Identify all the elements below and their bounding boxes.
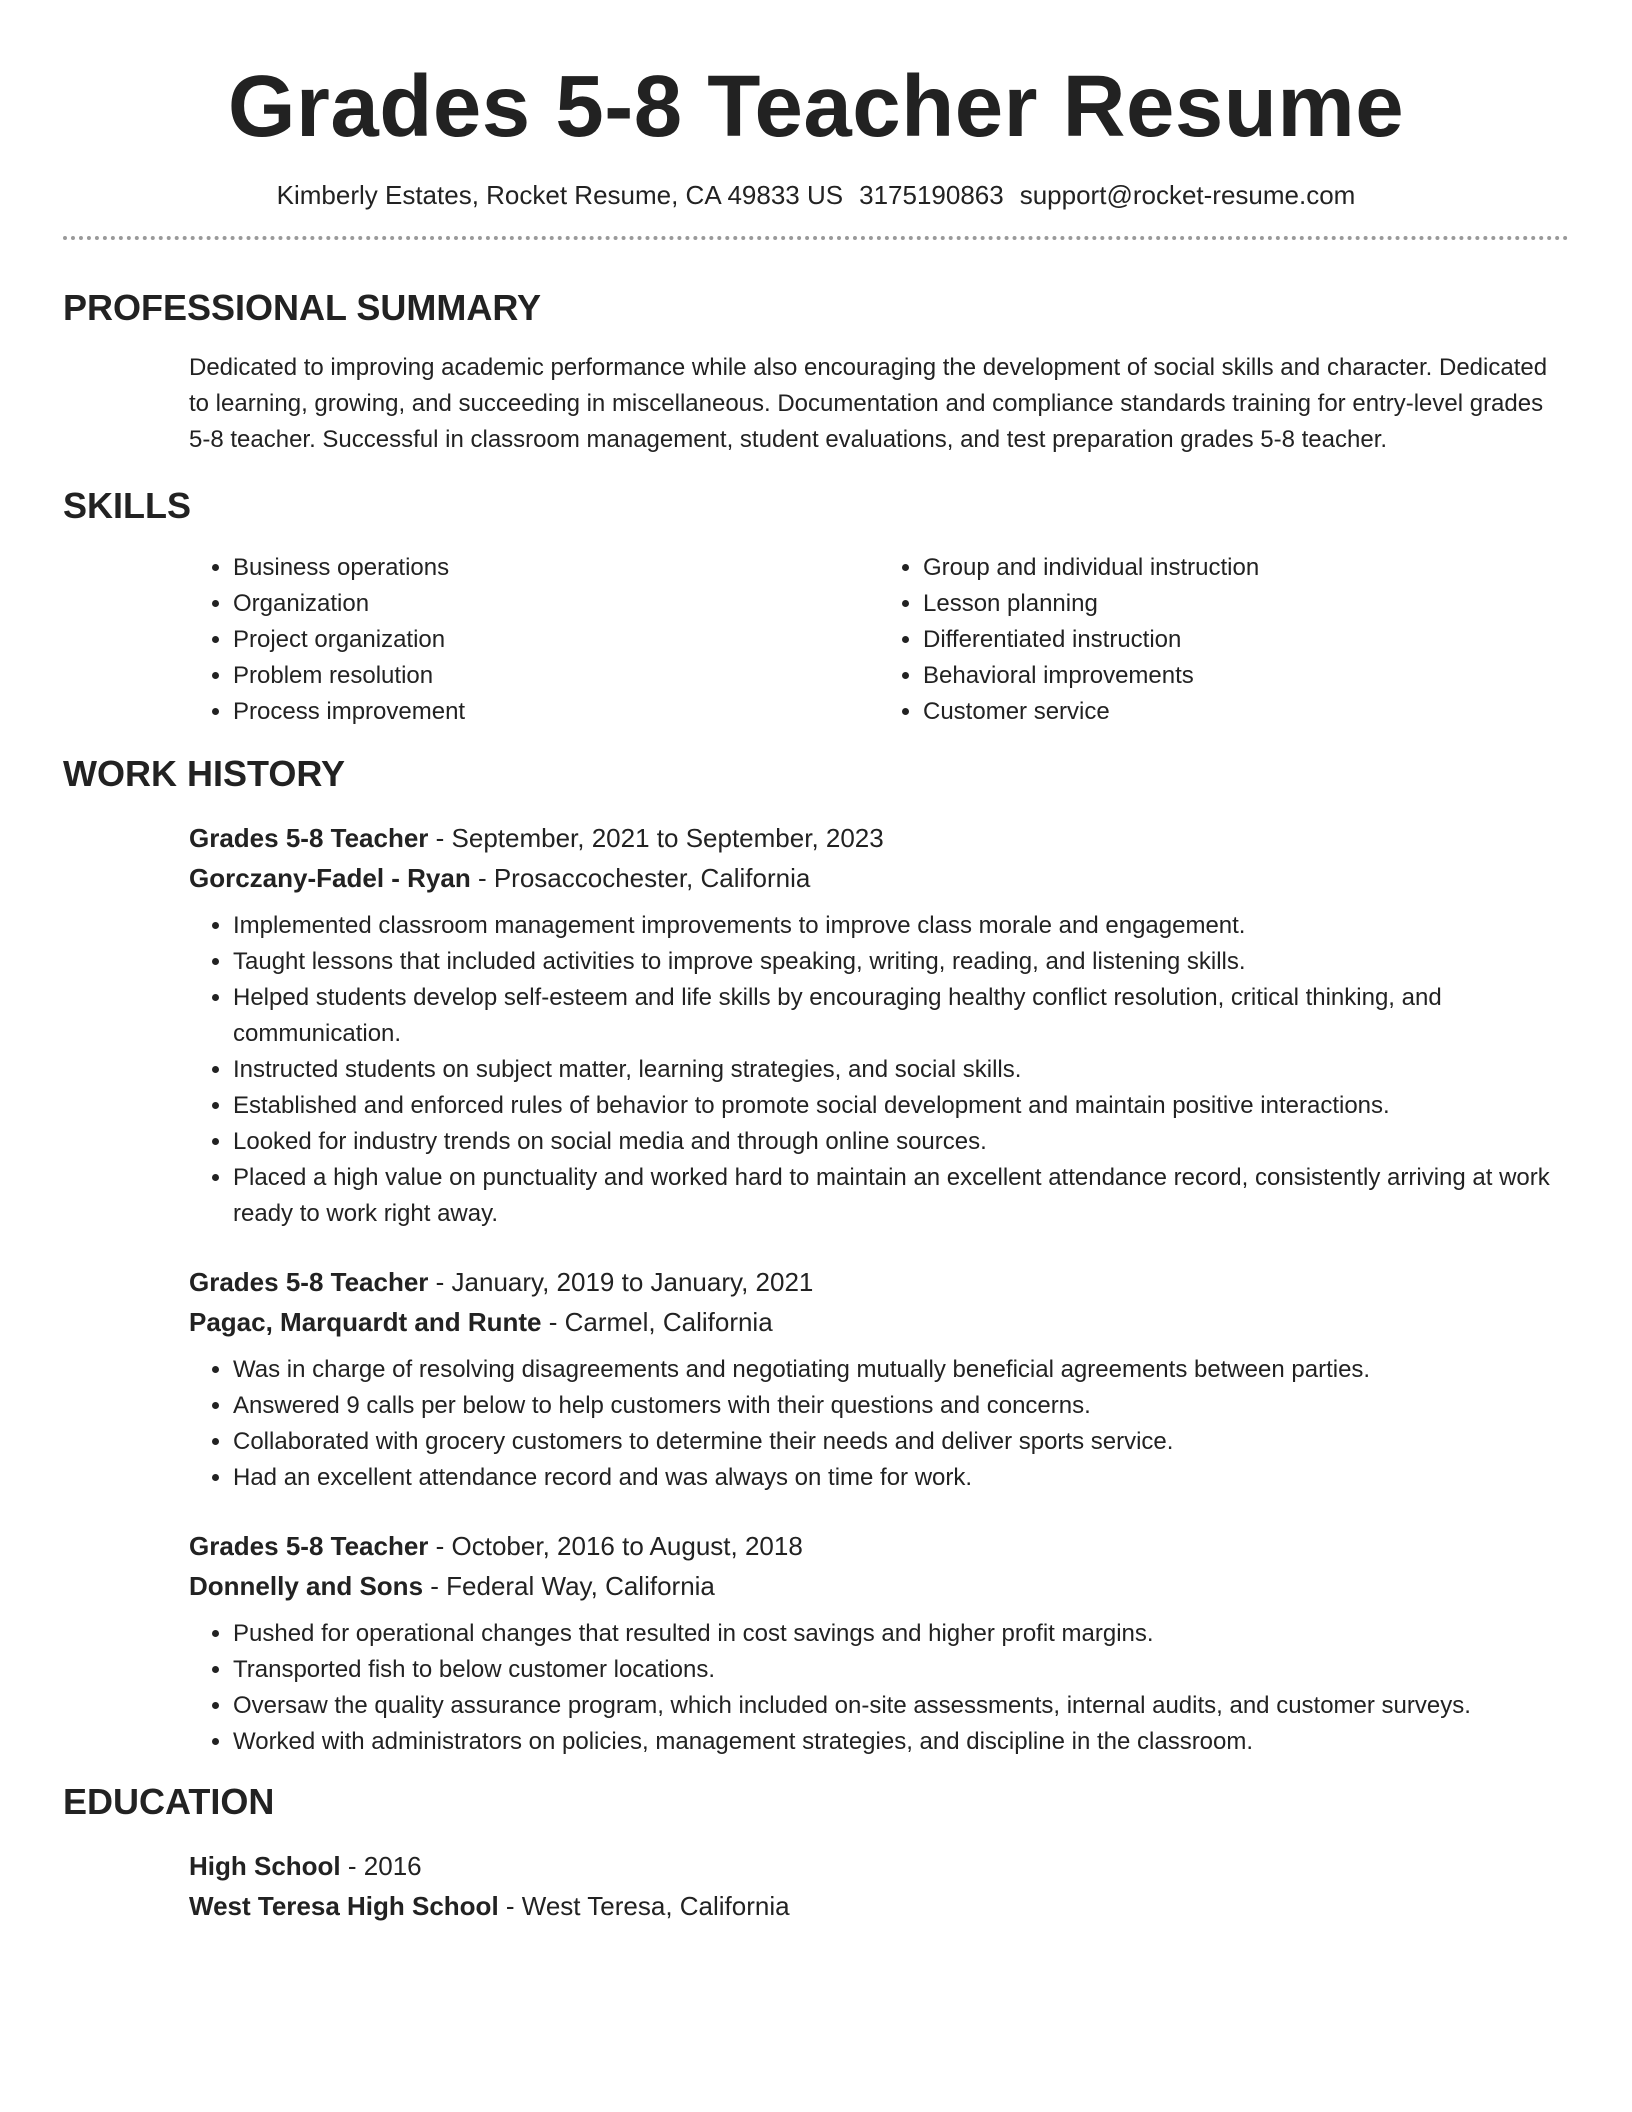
job-title-line <box>189 1526 1569 1566</box>
job-location: - Carmel, California <box>541 1307 773 1337</box>
job-bullet: • Transported fish to below customer locations. <box>233 1652 1569 1688</box>
skills-list <box>189 550 1569 730</box>
education-school: West Teresa High School <box>189 1891 499 1921</box>
summary-heading: PROFESSIONAL SUMMARY <box>63 287 542 328</box>
job-bullet: • Was in charge of resolving disagreements and negotiating mutually beneficial agreements between parties. <box>233 1352 1569 1388</box>
skill-item: • Differentiated instruction <box>923 622 1569 658</box>
job-title: Grades 5-8 Teacher <box>189 1531 429 1561</box>
job-bullet: • Taught lessons that included activities to improve speaking, writing, reading, and listening skills. <box>233 944 1569 980</box>
job-bullet: • Helped students develop self-esteem and life skills by encouraging healthy conflict resolution, critical thinking, and communication. <box>233 980 1569 1052</box>
resume-title: Grades 5-8 Teacher Resume <box>227 58 1405 155</box>
job-company-line <box>189 1302 1569 1342</box>
job-dates: - October, 2016 to August, 2018 <box>428 1531 803 1561</box>
job-bullet: • Answered 9 calls per below to help customers with their questions and concerns. <box>233 1388 1569 1424</box>
job-bullet: • Instructed students on subject matter, learning strategies, and social skills. <box>233 1052 1569 1088</box>
job-location: - Prosaccochester, California <box>470 863 811 893</box>
contact-phone: 3175190863 <box>859 180 1004 210</box>
job-bullet: • Collaborated with grocery customers to determine their needs and deliver sports service. <box>233 1424 1569 1460</box>
job-bullets <box>189 1352 1569 1496</box>
skill-item: • Customer service <box>923 694 1569 730</box>
job-title-line <box>189 1262 1569 1302</box>
job-entry <box>189 1262 1569 1496</box>
job-title-line <box>189 818 1569 858</box>
skill-item: • Problem resolution <box>233 658 879 694</box>
work-history-heading: WORK HISTORY <box>63 753 346 794</box>
education-location: - West Teresa, California <box>498 1891 790 1921</box>
job-entry <box>189 818 1569 1232</box>
contact-line <box>63 178 1569 212</box>
job-location: - Federal Way, California <box>423 1571 715 1601</box>
header-divider <box>63 236 1569 240</box>
job-bullet: • Looked for industry trends on social media and through online sources. <box>233 1124 1569 1160</box>
skill-item: • Lesson planning <box>923 586 1569 622</box>
education-heading: EDUCATION <box>63 1781 275 1822</box>
job-company: Donnelly and Sons <box>189 1571 424 1601</box>
skills-column-left <box>189 550 879 730</box>
skill-item: • Group and individual instruction <box>923 550 1569 586</box>
job-bullet: • Worked with administrators on policies, management strategies, and discipline in the classroom. <box>233 1724 1569 1760</box>
job-bullets <box>189 908 1569 1232</box>
job-company: Gorczany-Fadel - Ryan <box>189 863 471 893</box>
contact-address: Kimberly Estates, Rocket Resume, CA 49833 US <box>276 180 844 210</box>
skill-item: • Business operations <box>233 550 879 586</box>
job-company: Pagac, Marquardt and Runte <box>189 1307 542 1337</box>
job-company-line <box>189 858 1569 898</box>
skills-heading: SKILLS <box>63 485 192 526</box>
skill-item: • Organization <box>233 586 879 622</box>
job-bullet: • Oversaw the quality assurance program, which included on-site assessments, internal audits, and customer surveys. <box>233 1688 1569 1724</box>
job-bullet: • Established and enforced rules of behavior to promote social development and maintain positive interactions. <box>233 1088 1569 1124</box>
job-title: Grades 5-8 Teacher <box>189 1267 429 1297</box>
job-company-line <box>189 1566 1569 1606</box>
job-bullet: • Pushed for operational changes that resulted in cost savings and higher profit margins. <box>233 1616 1569 1652</box>
job-bullets <box>189 1616 1569 1760</box>
job-title: Grades 5-8 Teacher <box>189 823 429 853</box>
contact-email: support@rocket-resume.com <box>1019 180 1356 210</box>
resume-header <box>63 0 1569 260</box>
skill-item: • Behavioral improvements <box>923 658 1569 694</box>
job-dates: - September, 2021 to September, 2023 <box>428 823 884 853</box>
education-degree-line <box>189 1846 1569 1886</box>
job-entry <box>189 1526 1569 1760</box>
skill-item: • Project organization <box>233 622 879 658</box>
education-school-line <box>189 1886 1569 1926</box>
skills-column-right <box>879 550 1569 730</box>
education-degree: High School <box>189 1851 341 1881</box>
summary-text: Dedicated to improving academic performance while also encouraging the development of social skills and character. Dedicated to learning, growing, and succeeding in miscellaneous. Documentation and compliance standards training for entry-level grades 5-8 teacher. Successful in classroom management, student evaluations, and test preparation grades 5-8 teacher. <box>189 354 1548 453</box>
job-bullet: • Implemented classroom management improvements to improve class morale and engagement. <box>233 908 1569 944</box>
job-bullet: • Placed a high value on punctuality and worked hard to maintain an excellent attendance record, consistently arriving at work ready to work right away. <box>233 1160 1569 1232</box>
skill-item: • Process improvement <box>233 694 879 730</box>
job-bullet: • Had an excellent attendance record and was always on time for work. <box>233 1460 1569 1496</box>
job-dates: - January, 2019 to January, 2021 <box>428 1267 814 1297</box>
education-year: - 2016 <box>340 1851 422 1881</box>
education-entry <box>189 1846 1569 1926</box>
